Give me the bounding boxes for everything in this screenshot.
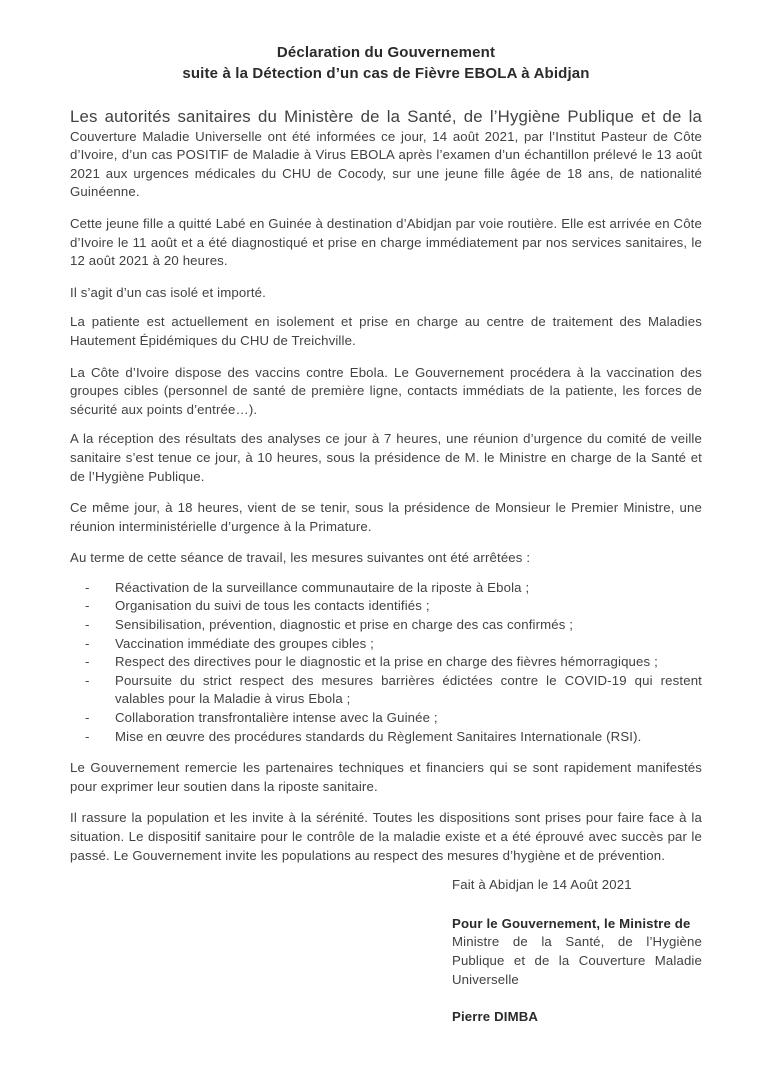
paragraph-isolated-case: Il s’agit d’un cas isolé et importé.	[70, 284, 266, 300]
measure-item	[70, 709, 702, 728]
measure-item	[70, 728, 702, 747]
paragraph-reassurance: Il rassure la population et les invite à la sérénité. Toutes les dispositions sont prises pour faire face à la situation. Le dispositif sanitaire pour le contrôle de la maladie existe et a été éprouvé avec succès par le passé. Le Gouvernement invite les populations au respect des mesures d’hygiène et de prévention.	[70, 810, 702, 863]
measure-item	[70, 635, 702, 654]
paragraph-travel-history: Cette jeune fille a quitté Labé en Guinée à destination d’Abidjan par voie routière. Elle est arrivée en Côte d’Ivoire le 11 août et a été diagnostiqué et prise en charge immédiatement par nos services sanitaires, le 12 août 2021 à 20 heures.	[70, 215, 702, 269]
paragraph-patient-isolation: La patiente est actuellement en isolement et prise en charge au centre de traitement des Maladies Hautement Épidémiques du CHU de Treichville.	[70, 314, 702, 348]
dash-bullet: -	[85, 579, 90, 595]
dash-bullet: -	[85, 728, 90, 744]
signature-date-place: Fait à Abidjan le 14 Août 2021	[452, 877, 632, 893]
measure-item	[70, 579, 702, 598]
paragraph-thanks-partners: Le Gouvernement remercie les partenaires techniques et financiers qui se sont rapidement manifestés pour exprimer leur soutien dans la riposte sanitaire.	[70, 760, 702, 794]
measure-item-text: Organisation du suivi de tous les contacts identifiés ;	[115, 598, 430, 614]
measure-item	[70, 653, 702, 672]
measure-item	[70, 672, 702, 709]
signature-for-government: Pour le Gouvernement, le Ministre de	[452, 915, 691, 931]
paragraph-intro	[70, 106, 702, 202]
document-title-line2: suite à la Détection d’un cas de Fièvre EBOLA à Abidjan	[182, 65, 590, 82]
measure-item	[70, 597, 702, 616]
measure-item-text: Sensibilisation, prévention, diagnostic et prise en charge des cas confirmés ;	[115, 617, 574, 633]
dash-bullet: -	[85, 672, 90, 688]
document-title-line1: Déclaration du Gouvernement	[276, 44, 496, 61]
measure-item	[70, 616, 702, 635]
dash-bullet: -	[85, 635, 90, 651]
paragraph-measures-intro: Au terme de cette séance de travail, les mesures suivantes ont été arrêtées :	[70, 550, 531, 566]
dash-bullet: -	[85, 617, 90, 633]
measure-item-text: Collaboration transfrontalière intense avec la Guinée ;	[115, 710, 438, 726]
paragraph-intro-rest: Couverture Maladie Universelle ont été informées ce jour, 14 août 2021, par l’Institut Pasteur de Côte d’Ivoire, d’un cas POSITIF de Maladie à Virus EBOLA après l’examen d’un échantillon prélevé le 13 août 2021 aux urgences médicales du CHU de Cocody, sur une jeune fille âgée de 18 ans, de nationalité Guinéenne.	[70, 128, 702, 200]
paragraph-intro-lead: Les autorités sanitaires du Ministère de la Santé, de l’Hygiène Publique et de la	[70, 107, 702, 126]
measure-item-text: Respect des directives pour le diagnostic et la prise en charge des fièvres hémorragiques ;	[115, 654, 658, 670]
document-title	[70, 42, 702, 84]
measure-item-text: Mise en œuvre des procédures standards du Règlement Sanitaires Internationale (RSI).	[115, 728, 642, 744]
measure-item-text: Poursuite du strict respect des mesures barrières édictées contre le COVID-19 qui restent valables pour la Maladie à virus Ebola ;	[115, 672, 702, 707]
dash-bullet: -	[85, 710, 90, 726]
paragraph-vaccines: La Côte d’Ivoire dispose des vaccins contre Ebola. Le Gouvernement procédera à la vaccination des groupes cibles (personnel de santé de première ligne, contacts immédiats de la patiente, les forces de sécurité aux points d’entrée…).	[70, 364, 702, 417]
measure-item-text: Réactivation de la surveillance communautaire de la riposte à Ebola ;	[115, 579, 530, 595]
dash-bullet: -	[85, 598, 90, 614]
signature-block	[452, 876, 702, 1027]
paragraph-emergency-meeting: A la réception des résultats des analyses ce jour à 7 heures, une réunion d’urgence du comité de veille sanitaire s’est tenue ce jour, à 10 heures, sous la présidence de M. le Ministre en charge de la Santé et de l’Hygiène Publique.	[70, 431, 702, 484]
measures-list	[70, 579, 702, 746]
signature-minister-title: Ministre de la Santé, de l’Hygiène Publique et de la Couverture Maladie Universelle	[452, 934, 702, 987]
paragraph-interministerial-meeting: Ce même jour, à 18 heures, vient de se tenir, sous la présidence de Monsieur le Premier Ministre, une réunion interministérielle d’urgence à la Primature.	[70, 500, 702, 534]
signature-name: Pierre DIMBA	[452, 1009, 539, 1025]
dash-bullet: -	[85, 654, 90, 670]
measure-item-text: Vaccination immédiate des groupes cibles ;	[115, 635, 374, 651]
